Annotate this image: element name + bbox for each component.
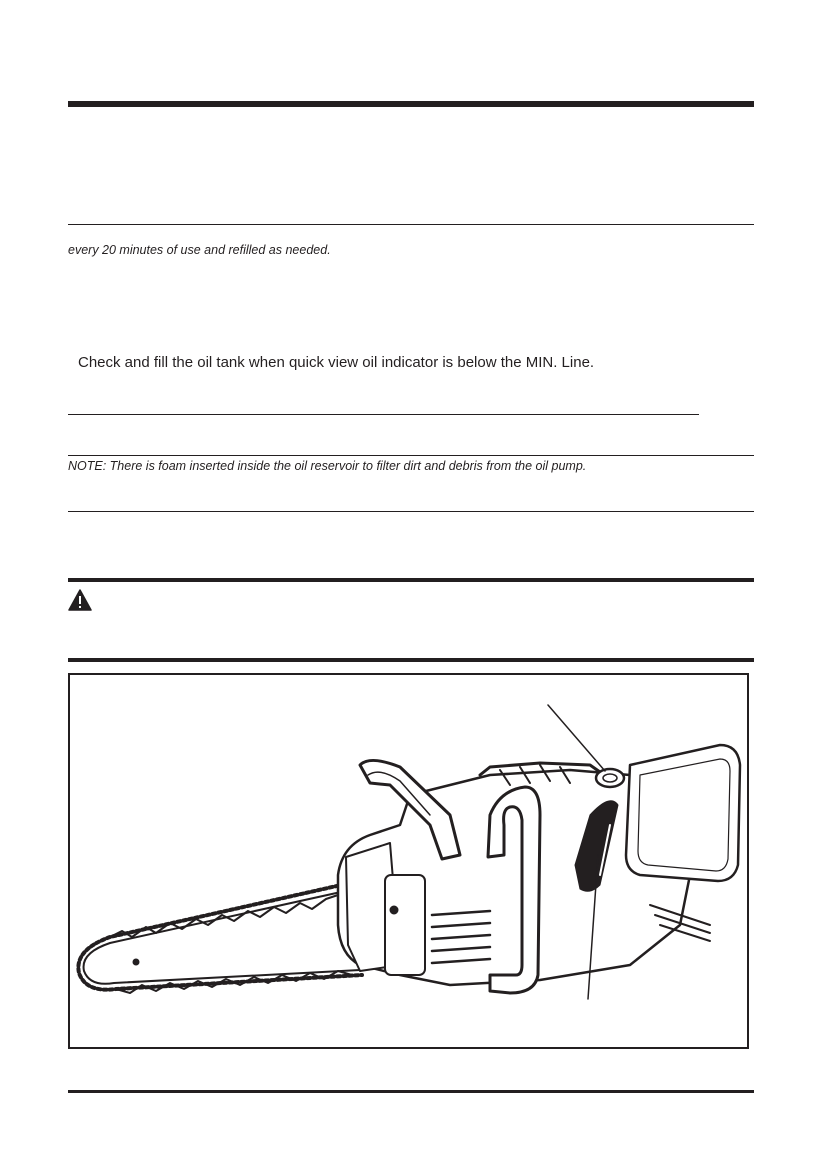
- figure-box: [68, 673, 749, 1049]
- warning-triangle-icon: [68, 589, 92, 611]
- section-rule-2: [68, 414, 699, 415]
- oil-cap: [596, 769, 624, 787]
- section-rule-4: [68, 511, 754, 512]
- body-text-line-1: every 20 minutes of use and refilled as needed.: [68, 243, 331, 257]
- section-rule-1: [68, 224, 754, 225]
- warning-top-rule: [68, 578, 754, 582]
- top-thick-rule: [68, 101, 754, 107]
- bottom-rule: [68, 1090, 754, 1093]
- body-text-line-2: Check and fill the oil tank when quick view oil indicator is below the MIN. Line.: [78, 354, 595, 371]
- oil-cap-callout-line: [548, 705, 605, 771]
- battery-pack: [626, 745, 740, 881]
- warning-bottom-rule: [68, 658, 754, 662]
- section-rule-3: [68, 455, 754, 456]
- note-text: NOTE: There is foam inserted inside the oil reservoir to filter dirt and debris from the oil pump.: [68, 459, 587, 473]
- chainsaw-illustration: [70, 675, 751, 1051]
